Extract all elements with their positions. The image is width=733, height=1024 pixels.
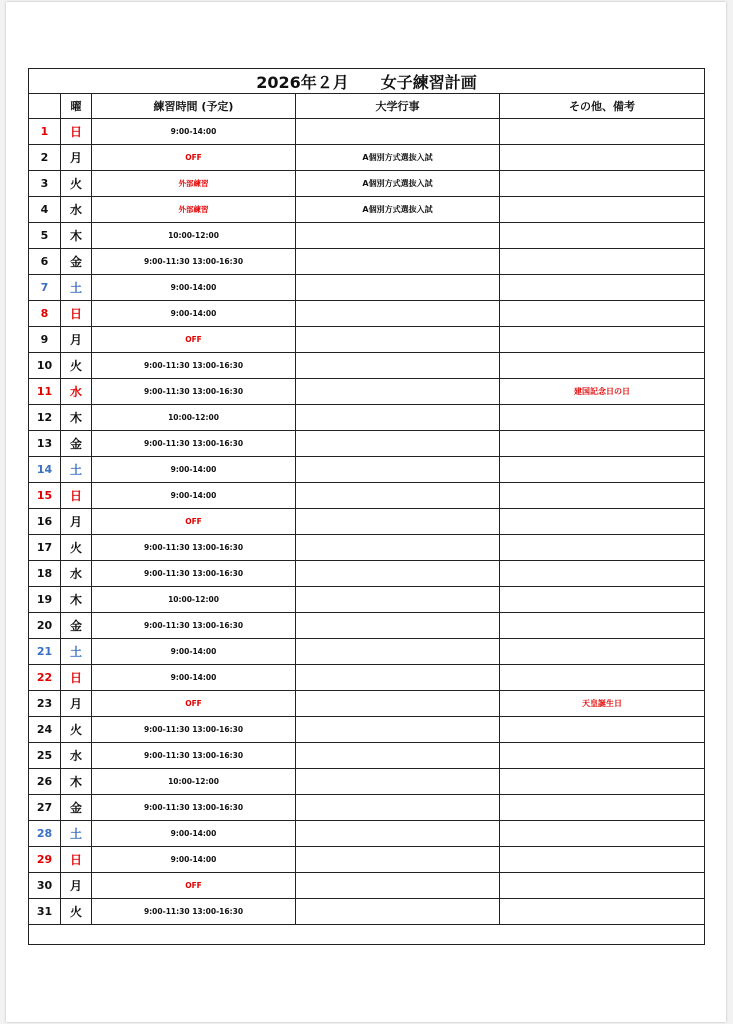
day-cell: 2	[29, 145, 61, 171]
note-cell	[500, 249, 705, 275]
note-cell	[500, 665, 705, 691]
weekday-cell: 火	[61, 899, 92, 925]
note-cell	[500, 171, 705, 197]
practice-time-cell: 9:00-11:30 13:00-16:30	[92, 431, 296, 457]
day-cell: 19	[29, 587, 61, 613]
note-cell	[500, 795, 705, 821]
university-event-cell	[296, 249, 500, 275]
day-cell: 6	[29, 249, 61, 275]
university-event-cell	[296, 613, 500, 639]
practice-time-cell: 9:00-14:00	[92, 457, 296, 483]
university-event-cell	[296, 431, 500, 457]
weekday-cell: 金	[61, 249, 92, 275]
university-event-cell	[296, 561, 500, 587]
table-row	[29, 665, 705, 691]
footer-cell	[29, 925, 705, 945]
university-event-cell	[296, 353, 500, 379]
note-cell	[500, 717, 705, 743]
note-cell	[500, 509, 705, 535]
day-cell: 16	[29, 509, 61, 535]
day-cell: 24	[29, 717, 61, 743]
practice-time-cell: 9:00-11:30 13:00-16:30	[92, 717, 296, 743]
university-event-cell: A個別方式選抜入試	[296, 171, 500, 197]
table-row	[29, 483, 705, 509]
weekday-cell: 金	[61, 431, 92, 457]
table-row	[29, 847, 705, 873]
note-cell	[500, 821, 705, 847]
university-event-cell	[296, 639, 500, 665]
table-row	[29, 275, 705, 301]
table-row	[29, 743, 705, 769]
day-cell: 20	[29, 613, 61, 639]
header-university-event: 大学行事	[296, 94, 500, 119]
day-cell: 21	[29, 639, 61, 665]
practice-time-cell: 9:00-14:00	[92, 301, 296, 327]
day-cell: 15	[29, 483, 61, 509]
note-cell	[500, 587, 705, 613]
table-row	[29, 405, 705, 431]
weekday-cell: 日	[61, 119, 92, 145]
table-row	[29, 431, 705, 457]
university-event-cell	[296, 691, 500, 717]
day-cell: 11	[29, 379, 61, 405]
day-cell: 10	[29, 353, 61, 379]
university-event-cell	[296, 535, 500, 561]
header-notes: その他、備考	[500, 94, 705, 119]
table-row	[29, 301, 705, 327]
table-row	[29, 171, 705, 197]
title-row	[29, 69, 705, 94]
day-cell: 18	[29, 561, 61, 587]
university-event-cell	[296, 587, 500, 613]
practice-time-cell: 9:00-11:30 13:00-16:30	[92, 613, 296, 639]
weekday-cell: 月	[61, 509, 92, 535]
university-event-cell	[296, 379, 500, 405]
university-event-cell	[296, 119, 500, 145]
practice-time-cell: 9:00-11:30 13:00-16:30	[92, 561, 296, 587]
footer-row	[29, 925, 705, 945]
day-cell: 1	[29, 119, 61, 145]
practice-time-cell: 9:00-11:30 13:00-16:30	[92, 353, 296, 379]
weekday-cell: 月	[61, 691, 92, 717]
header-row	[29, 94, 705, 119]
weekday-cell: 水	[61, 743, 92, 769]
note-cell: 天皇誕生日	[500, 691, 705, 717]
university-event-cell	[296, 483, 500, 509]
weekday-cell: 月	[61, 327, 92, 353]
weekday-cell: 金	[61, 613, 92, 639]
note-cell	[500, 483, 705, 509]
day-cell: 25	[29, 743, 61, 769]
practice-time-cell: 外部練習	[92, 197, 296, 223]
table-row	[29, 639, 705, 665]
weekday-cell: 火	[61, 171, 92, 197]
table-row	[29, 197, 705, 223]
weekday-cell: 火	[61, 535, 92, 561]
university-event-cell	[296, 223, 500, 249]
note-cell	[500, 457, 705, 483]
weekday-cell: 木	[61, 587, 92, 613]
weekday-cell: 火	[61, 717, 92, 743]
university-event-cell	[296, 847, 500, 873]
practice-time-cell: 10:00-12:00	[92, 223, 296, 249]
practice-time-cell: 9:00-11:30 13:00-16:30	[92, 899, 296, 925]
note-cell	[500, 223, 705, 249]
day-cell: 12	[29, 405, 61, 431]
weekday-cell: 水	[61, 561, 92, 587]
weekday-cell: 水	[61, 379, 92, 405]
weekday-cell: 月	[61, 873, 92, 899]
table-row	[29, 145, 705, 171]
note-cell	[500, 535, 705, 561]
note-cell	[500, 873, 705, 899]
page-title: 2026年２月 女子練習計画	[29, 69, 705, 94]
note-cell	[500, 899, 705, 925]
day-cell: 22	[29, 665, 61, 691]
weekday-cell: 日	[61, 301, 92, 327]
university-event-cell	[296, 457, 500, 483]
university-event-cell	[296, 275, 500, 301]
university-event-cell	[296, 509, 500, 535]
table-row	[29, 561, 705, 587]
header-practice-time: 練習時間 (予定)	[92, 94, 296, 119]
practice-time-cell: 9:00-11:30 13:00-16:30	[92, 743, 296, 769]
table-row	[29, 535, 705, 561]
note-cell	[500, 769, 705, 795]
weekday-cell: 土	[61, 275, 92, 301]
note-cell: 建国記念日の日	[500, 379, 705, 405]
practice-time-cell: 9:00-11:30 13:00-16:30	[92, 535, 296, 561]
university-event-cell	[296, 743, 500, 769]
table-row	[29, 769, 705, 795]
practice-time-cell: 9:00-14:00	[92, 119, 296, 145]
table-row	[29, 457, 705, 483]
weekday-cell: 月	[61, 145, 92, 171]
university-event-cell	[296, 717, 500, 743]
weekday-cell: 土	[61, 457, 92, 483]
day-cell: 5	[29, 223, 61, 249]
practice-time-cell: 9:00-14:00	[92, 483, 296, 509]
university-event-cell	[296, 769, 500, 795]
practice-time-cell: 9:00-14:00	[92, 639, 296, 665]
note-cell	[500, 353, 705, 379]
university-event-cell: A個別方式選抜入試	[296, 197, 500, 223]
table-row	[29, 587, 705, 613]
practice-plan-table	[28, 68, 705, 945]
university-event-cell	[296, 821, 500, 847]
weekday-cell: 日	[61, 483, 92, 509]
table-row	[29, 379, 705, 405]
practice-time-cell: OFF	[92, 691, 296, 717]
day-cell: 4	[29, 197, 61, 223]
weekday-cell: 木	[61, 769, 92, 795]
note-cell	[500, 197, 705, 223]
day-cell: 13	[29, 431, 61, 457]
day-cell: 26	[29, 769, 61, 795]
table-row	[29, 873, 705, 899]
table-row	[29, 691, 705, 717]
note-cell	[500, 119, 705, 145]
table-row	[29, 717, 705, 743]
note-cell	[500, 743, 705, 769]
university-event-cell	[296, 301, 500, 327]
practice-time-cell: 9:00-11:30 13:00-16:30	[92, 795, 296, 821]
note-cell	[500, 847, 705, 873]
practice-time-cell: 9:00-11:30 13:00-16:30	[92, 249, 296, 275]
day-cell: 27	[29, 795, 61, 821]
day-cell: 3	[29, 171, 61, 197]
university-event-cell: A個別方式選抜入試	[296, 145, 500, 171]
weekday-cell: 水	[61, 197, 92, 223]
day-cell: 9	[29, 327, 61, 353]
practice-time-cell: 9:00-14:00	[92, 847, 296, 873]
weekday-cell: 金	[61, 795, 92, 821]
practice-time-cell: 10:00-12:00	[92, 587, 296, 613]
practice-time-cell: 10:00-12:00	[92, 769, 296, 795]
practice-time-cell: 10:00-12:00	[92, 405, 296, 431]
note-cell	[500, 327, 705, 353]
table-row	[29, 821, 705, 847]
day-cell: 17	[29, 535, 61, 561]
document-page	[6, 2, 726, 1022]
table-row	[29, 509, 705, 535]
university-event-cell	[296, 795, 500, 821]
note-cell	[500, 639, 705, 665]
note-cell	[500, 613, 705, 639]
note-cell	[500, 275, 705, 301]
table-row	[29, 795, 705, 821]
weekday-cell: 木	[61, 223, 92, 249]
table-row	[29, 223, 705, 249]
university-event-cell	[296, 327, 500, 353]
table-row	[29, 353, 705, 379]
day-cell: 14	[29, 457, 61, 483]
practice-time-cell: OFF	[92, 327, 296, 353]
practice-time-cell: 9:00-14:00	[92, 665, 296, 691]
practice-time-cell: 9:00-14:00	[92, 821, 296, 847]
weekday-cell: 土	[61, 821, 92, 847]
header-day	[29, 94, 61, 119]
table-row	[29, 327, 705, 353]
weekday-cell: 土	[61, 639, 92, 665]
university-event-cell	[296, 873, 500, 899]
table-row	[29, 899, 705, 925]
university-event-cell	[296, 899, 500, 925]
day-cell: 28	[29, 821, 61, 847]
weekday-cell: 日	[61, 847, 92, 873]
table-row	[29, 613, 705, 639]
table-row	[29, 249, 705, 275]
note-cell	[500, 431, 705, 457]
table-row	[29, 119, 705, 145]
practice-time-cell: 9:00-11:30 13:00-16:30	[92, 379, 296, 405]
weekday-cell: 日	[61, 665, 92, 691]
note-cell	[500, 405, 705, 431]
university-event-cell	[296, 665, 500, 691]
weekday-cell: 木	[61, 405, 92, 431]
note-cell	[500, 561, 705, 587]
day-cell: 30	[29, 873, 61, 899]
day-cell: 23	[29, 691, 61, 717]
day-cell: 29	[29, 847, 61, 873]
day-cell: 7	[29, 275, 61, 301]
practice-time-cell: OFF	[92, 509, 296, 535]
header-weekday: 曜	[61, 94, 92, 119]
note-cell	[500, 145, 705, 171]
practice-time-cell: OFF	[92, 145, 296, 171]
university-event-cell	[296, 405, 500, 431]
practice-time-cell: 外部練習	[92, 171, 296, 197]
practice-time-cell: OFF	[92, 873, 296, 899]
day-cell: 31	[29, 899, 61, 925]
note-cell	[500, 301, 705, 327]
day-cell: 8	[29, 301, 61, 327]
practice-time-cell: 9:00-14:00	[92, 275, 296, 301]
weekday-cell: 火	[61, 353, 92, 379]
